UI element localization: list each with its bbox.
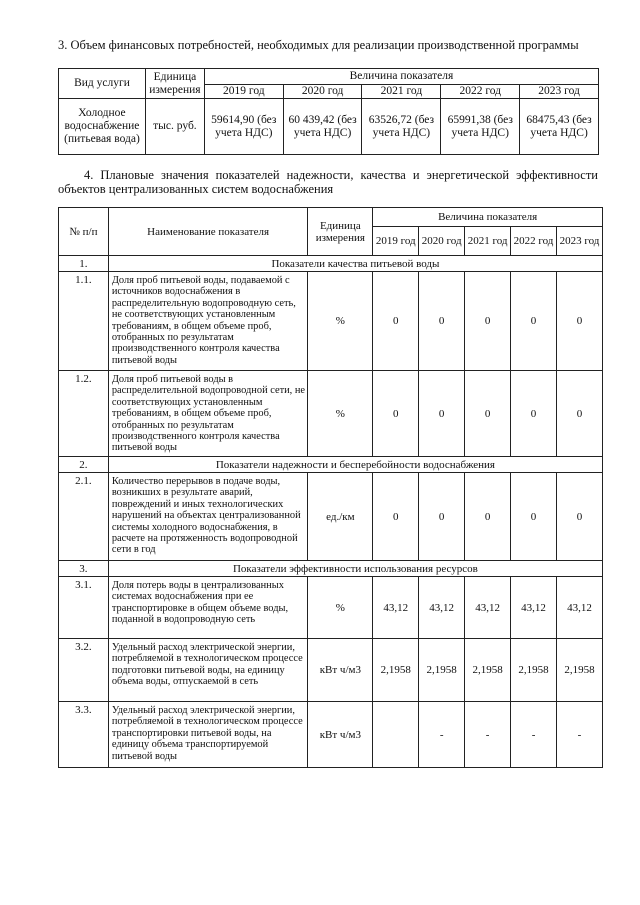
unit-cell: ед./км <box>308 473 373 561</box>
year-header: 2023 год <box>520 85 599 99</box>
table-row <box>59 371 603 457</box>
value-cell: 0 <box>419 272 465 371</box>
value-cell: 0 <box>373 371 419 457</box>
value-cell: 43,12 <box>556 577 602 639</box>
unit-cell: % <box>308 272 373 371</box>
value-cell: 43,12 <box>465 577 511 639</box>
value-cell: 59614,90 (без учета НДС) <box>204 99 283 155</box>
value-cell: 43,12 <box>511 577 557 639</box>
value-cell: 0 <box>419 473 465 561</box>
row-num: 3.1. <box>59 577 109 639</box>
value-cell: 63526,72 (без учета НДС) <box>362 99 441 155</box>
value-cell: 0 <box>556 473 602 561</box>
unit-header: Единица измерения <box>308 208 373 256</box>
value-cell: - <box>556 702 602 768</box>
unit-header: Единица измерения <box>145 69 204 99</box>
section-title: Показатели надежности и бесперебойности водоснабжения <box>108 457 602 473</box>
table-row <box>59 577 603 639</box>
row-num: 3.2. <box>59 639 109 702</box>
value-cell: 68475,43 (без учета НДС) <box>520 99 599 155</box>
value-cell: 0 <box>511 473 557 561</box>
value-cell: 0 <box>465 473 511 561</box>
value-header: Величина показателя <box>373 208 603 227</box>
year-header: 2023 год <box>556 227 602 256</box>
year-header: 2019 год <box>204 85 283 99</box>
unit-cell: % <box>308 371 373 457</box>
section-num: 2. <box>59 457 109 473</box>
service-cell: Холодное водоснабжение (питьевая вода) <box>59 99 146 155</box>
value-cell: - <box>465 702 511 768</box>
unit-cell: кВт ч/м3 <box>308 702 373 768</box>
value-cell: 43,12 <box>419 577 465 639</box>
value-cell: 2,1958 <box>373 639 419 702</box>
indicator-name: Доля потерь воды в централизованных системах водоснабжения при ее транспортировке в общем объеме воды, поданной в водопроводную сеть <box>108 577 308 639</box>
section-row <box>59 457 603 473</box>
section-title: Показатели качества питьевой воды <box>108 256 602 272</box>
value-cell: 0 <box>511 371 557 457</box>
value-cell: 43,12 <box>373 577 419 639</box>
value-cell: 2,1958 <box>556 639 602 702</box>
value-cell: 0 <box>419 371 465 457</box>
section-row <box>59 256 603 272</box>
table-row <box>59 473 603 561</box>
section-num: 3. <box>59 561 109 577</box>
year-header: 2020 год <box>283 85 362 99</box>
value-cell: 0 <box>465 272 511 371</box>
value-cell: 2,1958 <box>511 639 557 702</box>
year-header: 2022 год <box>511 227 557 256</box>
value-cell: 60 439,42 (без учета НДС) <box>283 99 362 155</box>
financial-needs-table <box>58 68 599 155</box>
indicator-name: Количество перерывов в подаче воды, возникших в результате аварий, повреждений и иных технологических нарушений на объектах централизованной системы холодного водоснабжения, в расчете на протяженность водопроводной сети в год <box>108 473 308 561</box>
value-cell: 0 <box>465 371 511 457</box>
year-header: 2021 год <box>465 227 511 256</box>
table-row <box>59 99 599 155</box>
value-cell <box>373 702 419 768</box>
value-header: Величина показателя <box>204 69 598 85</box>
section-num: 1. <box>59 256 109 272</box>
year-header: 2021 год <box>362 85 441 99</box>
value-cell: 0 <box>556 272 602 371</box>
table-row <box>59 272 603 371</box>
section-row <box>59 561 603 577</box>
value-cell: 2,1958 <box>419 639 465 702</box>
row-num: 2.1. <box>59 473 109 561</box>
value-cell: - <box>511 702 557 768</box>
value-cell: 0 <box>373 272 419 371</box>
value-cell: 65991,38 (без учета НДС) <box>441 99 520 155</box>
indicator-name: Удельный расход электрической энергии, потребляемой в технологическом процессе транспортировки питьевой воды, на единицу объема транспортируемой питьевой воды <box>108 702 308 768</box>
value-cell: - <box>419 702 465 768</box>
indicators-table <box>58 207 603 768</box>
indicator-name: Удельный расход электрической энергии, потребляемой в технологическом процессе подготовки питьевой воды, на единицу объема воды, отпускаемой в сеть <box>108 639 308 702</box>
value-cell: 2,1958 <box>465 639 511 702</box>
year-header: 2022 год <box>441 85 520 99</box>
indicator-name: Доля проб питьевой воды, подаваемой с источников водоснабжения в распределительную водопроводную сеть, не соответствующих установленным требованиям, в общем объеме проб, отобранных по результатам производственного контроля качества питьевой воды <box>108 272 308 371</box>
row-num: 1.1. <box>59 272 109 371</box>
section-3-heading: 3. Объем финансовых потребностей, необходимых для реализации производственной программы <box>58 38 579 52</box>
num-header: № п/п <box>59 208 109 256</box>
section-4-heading: 4. Плановые значения показателей надежности, качества и энергетической эффективности объектов централизованных систем водоснабжения <box>58 168 598 196</box>
table-row <box>59 639 603 702</box>
year-header: 2020 год <box>419 227 465 256</box>
value-cell: 0 <box>511 272 557 371</box>
unit-cell: тыс. руб. <box>145 99 204 155</box>
section-title: Показатели эффективности использования ресурсов <box>108 561 602 577</box>
name-header: Наименование показателя <box>108 208 308 256</box>
year-header: 2019 год <box>373 227 419 256</box>
value-cell: 0 <box>373 473 419 561</box>
row-num: 3.3. <box>59 702 109 768</box>
unit-cell: % <box>308 577 373 639</box>
unit-cell: кВт ч/м3 <box>308 639 373 702</box>
value-cell: 0 <box>556 371 602 457</box>
service-header: Вид услуги <box>59 69 146 99</box>
row-num: 1.2. <box>59 371 109 457</box>
indicator-name: Доля проб питьевой воды в распределительной водопроводной сети, не соответствующих установленным требованиям, в общем объеме проб, отобранных по результатам производственного контроля качества питьевой воды <box>108 371 308 457</box>
table-row <box>59 702 603 768</box>
